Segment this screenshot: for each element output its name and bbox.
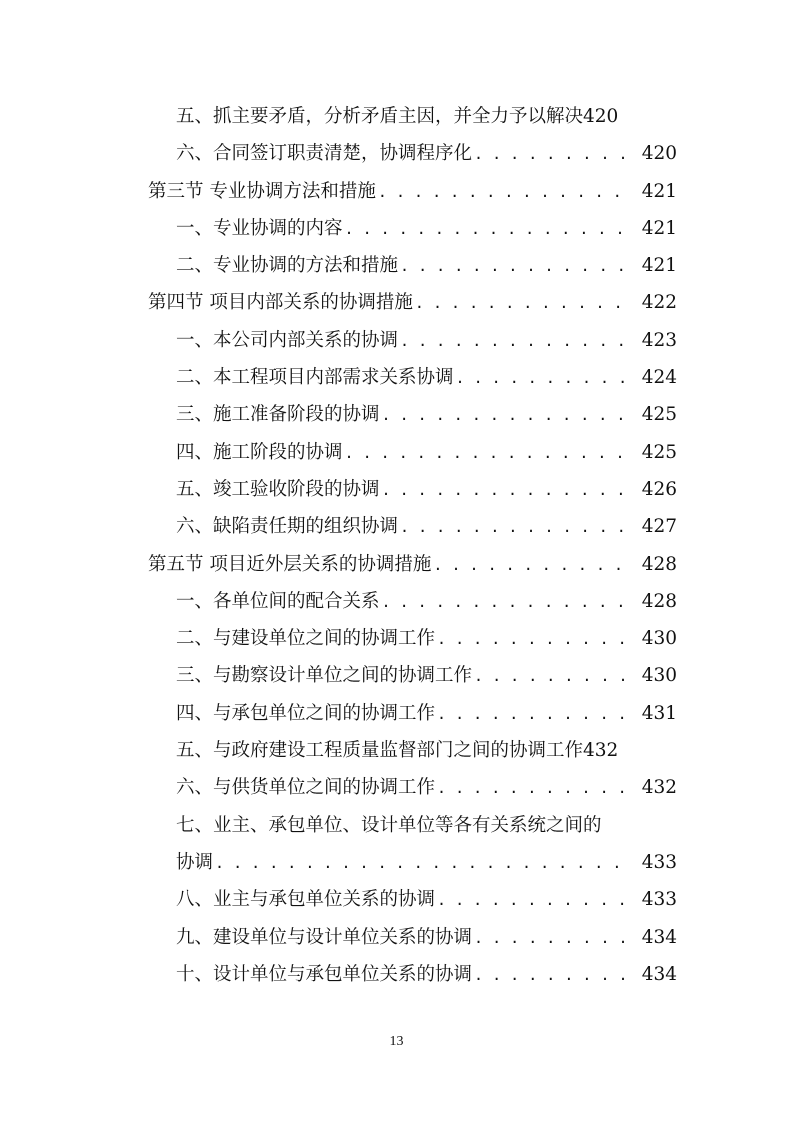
toc-entry-title: 八、业主与承包单位关系的协调 bbox=[176, 889, 436, 911]
dot-leader bbox=[472, 957, 633, 994]
toc-entry-title: 一、各单位间的配合关系 bbox=[176, 590, 380, 612]
toc-entry bbox=[0, 844, 793, 881]
toc-entry bbox=[0, 807, 793, 844]
toc-entry bbox=[0, 508, 793, 545]
dot-leader bbox=[454, 360, 633, 397]
toc-entry bbox=[0, 657, 793, 694]
dot-leader bbox=[472, 920, 633, 957]
dot-leader bbox=[380, 397, 633, 434]
toc-entry-title: 协调 bbox=[176, 851, 214, 873]
toc-entry-page: 433 bbox=[641, 851, 677, 873]
toc-entry-title: 六、合同签订职责清楚，协调程序化 bbox=[176, 143, 473, 165]
toc-entry-title: 七、业主、承包单位、设计单位等各有关系统之间的 bbox=[176, 814, 602, 836]
toc-entry bbox=[0, 583, 793, 620]
toc-entry-title: 五、与政府建设工程质量监督部门之间的协调工作 bbox=[176, 740, 584, 762]
page-number: 13 bbox=[389, 1034, 404, 1049]
dot-leader bbox=[472, 658, 633, 695]
dot-leader bbox=[343, 211, 633, 248]
dot-leader bbox=[435, 696, 633, 733]
toc-entry-page: 425 bbox=[641, 441, 677, 463]
toc-entry-page: 422 bbox=[641, 292, 677, 314]
toc-entry bbox=[0, 620, 793, 657]
dot-leader bbox=[435, 621, 633, 658]
dot-leader bbox=[472, 136, 633, 173]
toc-entry-title: 三、与勘察设计单位之间的协调工作 bbox=[176, 665, 473, 687]
toc-entry bbox=[0, 396, 793, 433]
toc-entry-page: 434 bbox=[641, 926, 677, 948]
toc-entry-title: 三、施工准备阶段的协调 bbox=[176, 404, 380, 426]
toc-entry-page: 421 bbox=[641, 217, 677, 239]
toc-entry bbox=[0, 471, 793, 508]
dot-leader bbox=[380, 584, 633, 621]
toc-entry-page: 421 bbox=[641, 180, 677, 202]
dot-leader bbox=[380, 472, 633, 509]
toc-entry-page: 421 bbox=[641, 255, 677, 277]
toc-entry-page: 428 bbox=[641, 553, 677, 575]
toc-entry-title: 二、专业协调的方法和措施 bbox=[176, 255, 399, 277]
toc-entry-title: 五、抓主要矛盾，分析矛盾主因，并全力予以解决 bbox=[176, 106, 584, 127]
dot-leader bbox=[213, 845, 633, 882]
toc-entry-page: 433 bbox=[641, 889, 677, 911]
toc-entry-title: 第三节 专业协调方法和措施 bbox=[148, 180, 376, 202]
toc-entry bbox=[0, 956, 793, 993]
toc-entry bbox=[0, 881, 793, 918]
dot-leader bbox=[343, 435, 633, 472]
toc-entry-page: 427 bbox=[641, 516, 677, 538]
toc-entry bbox=[0, 210, 793, 247]
toc-entry-title: 四、与承包单位之间的协调工作 bbox=[176, 702, 436, 724]
toc-entry-page: 420 bbox=[583, 106, 619, 127]
toc-entry bbox=[0, 695, 793, 732]
toc-entry-page: 430 bbox=[641, 628, 677, 650]
toc-entry-page: 430 bbox=[641, 665, 677, 687]
toc-entry bbox=[0, 322, 793, 359]
toc-entry-title: 四、施工阶段的协调 bbox=[176, 441, 343, 463]
toc-entry-title: 十、设计单位与承包单位关系的协调 bbox=[176, 963, 473, 985]
toc-entry-page: 428 bbox=[641, 590, 677, 612]
toc-entry bbox=[0, 98, 793, 135]
toc-entry bbox=[0, 919, 793, 956]
toc-entry-title: 六、缺陷责任期的组织协调 bbox=[176, 516, 399, 538]
toc-entry-title: 九、建设单位与设计单位关系的协调 bbox=[176, 926, 473, 948]
toc-entry-page: 423 bbox=[641, 329, 677, 351]
toc-entry-page: 431 bbox=[641, 702, 677, 724]
toc-entry-page: 424 bbox=[641, 367, 677, 389]
toc-entry-page: 434 bbox=[641, 963, 677, 985]
toc-entry-title: 一、本公司内部关系的协调 bbox=[176, 329, 399, 351]
dot-leader bbox=[398, 248, 633, 285]
dot-leader bbox=[398, 323, 633, 360]
dot-leader bbox=[431, 547, 633, 584]
dot-leader bbox=[376, 174, 633, 211]
toc-entry-title: 六、与供货单位之间的协调工作 bbox=[176, 777, 436, 799]
toc-entry-page: 425 bbox=[641, 404, 677, 426]
toc-entry bbox=[0, 284, 793, 321]
toc-entry-title: 二、本工程项目内部需求关系协调 bbox=[176, 367, 454, 389]
toc-entry bbox=[0, 247, 793, 284]
toc-entry bbox=[0, 769, 793, 806]
toc-entry-page: 420 bbox=[641, 143, 677, 165]
toc-entry-title: 二、与建设单位之间的协调工作 bbox=[176, 628, 436, 650]
dot-leader bbox=[435, 882, 633, 919]
toc-entry-title: 第五节 项目近外层关系的协调措施 bbox=[148, 553, 432, 575]
toc-entry-page: 432 bbox=[641, 777, 677, 799]
toc-entry bbox=[0, 173, 793, 210]
toc-entry bbox=[0, 546, 793, 583]
toc-entry-title: 第四节 项目内部关系的协调措施 bbox=[148, 292, 413, 314]
table-of-contents bbox=[0, 98, 793, 993]
dot-leader bbox=[435, 770, 633, 807]
toc-entry bbox=[0, 732, 793, 769]
toc-entry bbox=[0, 359, 793, 396]
toc-entry-page: 432 bbox=[583, 740, 619, 762]
toc-entry bbox=[0, 434, 793, 471]
toc-entry-page: 426 bbox=[641, 478, 677, 500]
toc-entry-title: 一、专业协调的内容 bbox=[176, 217, 343, 239]
toc-entry bbox=[0, 135, 793, 172]
toc-entry-title: 五、竣工验收阶段的协调 bbox=[176, 478, 380, 500]
dot-leader bbox=[398, 509, 633, 546]
dot-leader bbox=[413, 285, 633, 322]
